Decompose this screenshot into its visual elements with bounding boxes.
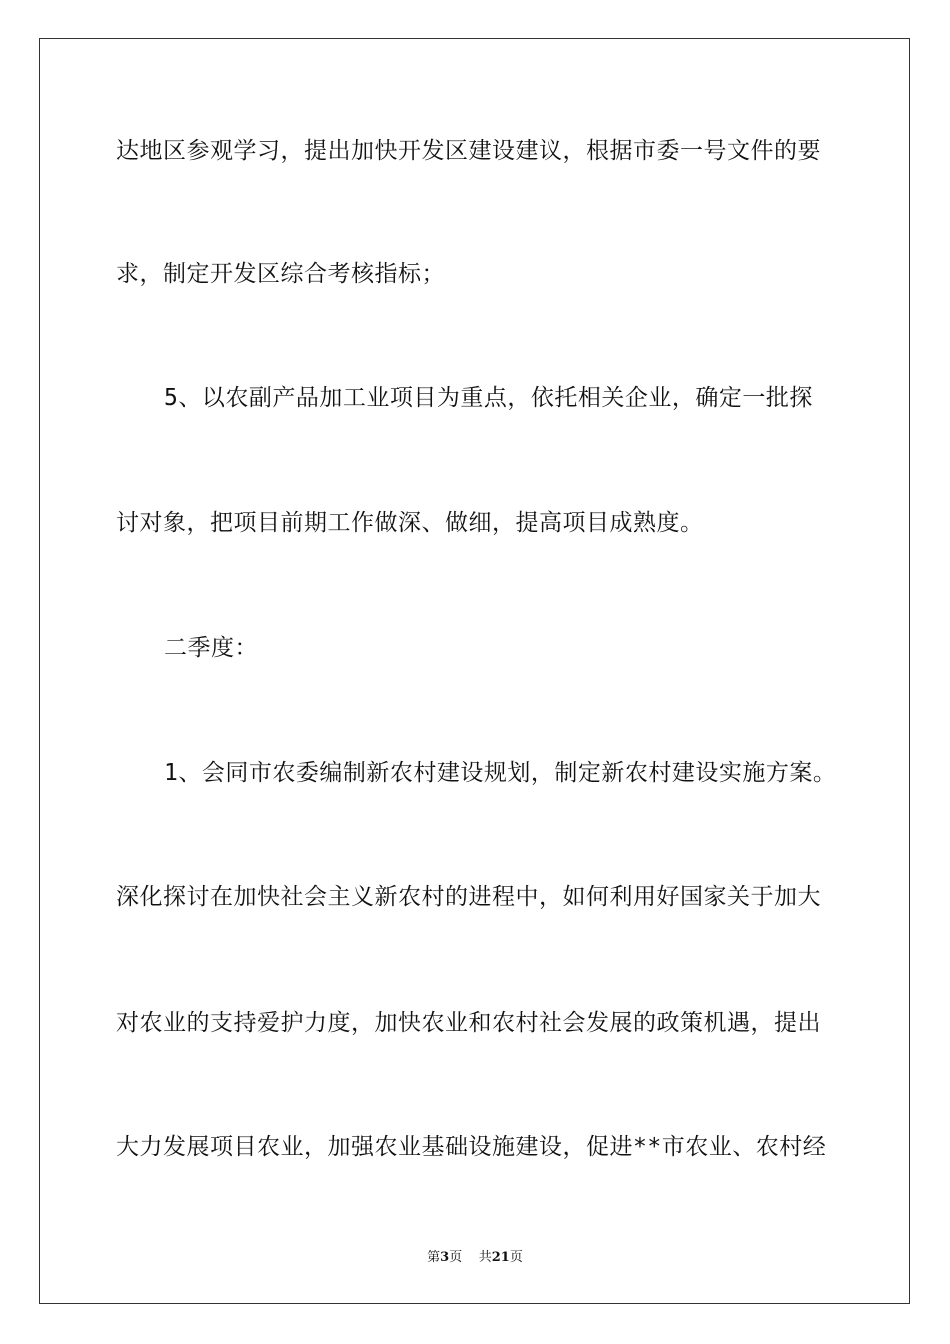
footer-total-pages: 21: [491, 1250, 510, 1265]
footer-page-number: 3: [440, 1250, 450, 1265]
page-footer: [0, 1246, 950, 1265]
footer-total-prefix: 共: [478, 1250, 492, 1265]
text-line-9: 大力发展项目农业，加强农业基础设施建设，促进**市农业、农村经: [116, 1134, 827, 1160]
text-line-4: 讨对象，把项目前期工作做深、做细，提高项目成熟度。: [116, 510, 704, 536]
text-line-2: 求，制定开发区综合考核指标；: [116, 261, 445, 287]
text-line-3: 5、以农副产品加工业项目为重点，依托相关企业，确定一批探: [164, 385, 813, 411]
text-line-1: 达地区参观学习，提出加快开发区建设建议，根据市委一号文件的要: [116, 138, 821, 164]
text-line-5: 二季度：: [164, 635, 258, 661]
text-line-7: 深化探讨在加快社会主义新农村的进程中，如何利用好国家关于加大: [116, 884, 821, 910]
text-line-8: 对农业的支持爱护力度，加快农业和农村社会发展的政策机遇，提出: [116, 1010, 821, 1036]
footer-total-suffix: 页: [509, 1250, 523, 1265]
page-border: [39, 38, 910, 1304]
footer-page-prefix: 第: [427, 1250, 441, 1265]
footer-page-suffix: 页: [449, 1250, 463, 1265]
text-line-6: 1、会同市农委编制新农村建设规划，制定新农村建设实施方案。: [164, 760, 837, 786]
